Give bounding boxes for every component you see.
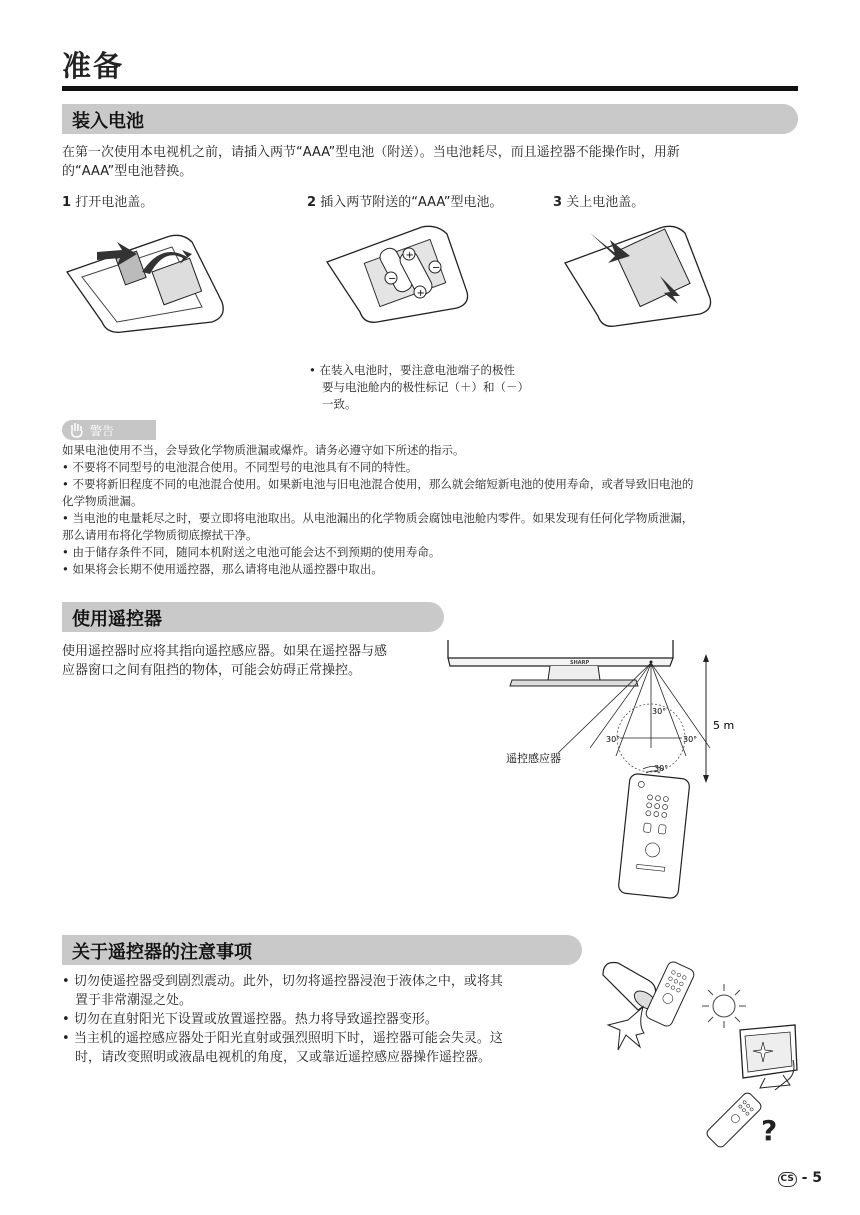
warning-line: • 如果将会长期不使用遥控器，那么请将电池从遥控器中取出。 — [62, 562, 383, 576]
open-cover-illustration — [62, 222, 232, 337]
warning-line: • 当电池的电量耗尽之时，要立即将电池取出。从电池漏出的化学物质会腐蚀电池舱内零件。如果发现有任何化学物质泄漏， — [62, 511, 694, 525]
language-badge: CS — [778, 1172, 797, 1187]
section-remote-use-header — [62, 602, 444, 632]
step-1 — [62, 193, 153, 212]
page-title: 准备 — [62, 49, 125, 83]
section-remote-use-heading: 使用遥控器 — [72, 609, 162, 630]
distance-label: 5 m — [713, 719, 735, 732]
angle-right-label: 30° — [683, 735, 698, 744]
warning-line: 如果电池使用不当，会导致化学物质泄漏或爆炸。请务必遵守如下所述的指示。 — [62, 443, 465, 457]
angle-top-label: 30° — [652, 707, 667, 716]
polarity-note-text1: 在装入电池时，要注意电池端子的极性 — [319, 363, 515, 377]
svg-text:−: − — [432, 262, 441, 274]
remote-care-list — [62, 972, 602, 1067]
remote-care-item: • 当主机的遥控感应器处于阳光直射或强烈照明下时，遥控器可能会失灵。这 时，请改变照明或液晶电视机的角度，又或靠近遥控感应器操作遥控器。 — [62, 1029, 602, 1067]
step-1-number: 1 — [62, 195, 72, 210]
insert-batteries-illustration — [322, 222, 472, 337]
svg-text:−: − — [388, 273, 397, 285]
remote-care-item3-line1: 当主机的遥控感应器处于阳光直射或强烈照明下时，遥控器可能会失灵。这 — [73, 1031, 503, 1046]
remote-care-item: • 切勿在直射阳光下设置或放置遥控器。热力将导致遥控器变形。 — [62, 1012, 438, 1027]
sunlight-tv-illustration — [705, 1020, 805, 1155]
battery-intro — [62, 143, 802, 181]
page-number — [778, 1170, 822, 1187]
step-3 — [553, 193, 644, 212]
polarity-note-text3: 一致。 — [322, 397, 357, 411]
liquid-caution-illustration — [598, 955, 708, 1055]
angle-left-label: 30° — [606, 735, 621, 744]
remote-care-item2-line1: 切勿在直射阳光下设置或放置遥控器。热力将导致遥控器变形。 — [73, 1012, 438, 1027]
polarity-note — [309, 362, 569, 413]
sensor-label: 遥控感应器 — [506, 752, 561, 765]
remote-control-icon — [618, 773, 690, 899]
step-3-number: 3 — [553, 195, 563, 210]
battery-intro-line2: 的“AAA”型电池替换。 — [62, 164, 193, 179]
page-number-text: - 5 — [801, 1170, 822, 1186]
remote-use-text — [62, 642, 452, 680]
section-remote-care-heading: 关于遥控器的注意事项 — [72, 942, 252, 963]
hand-warning-icon — [68, 422, 86, 438]
warning-badge — [62, 420, 156, 440]
remote-care-item1-line2: 置于非常潮湿之处。 — [75, 993, 193, 1008]
polarity-note-text2: 要与电池舱内的极性标记（＋）和（－） — [322, 380, 529, 394]
remote-care-item3-line2: 时，请改变照明或液晶电视机的角度，又或靠近遥控感应器操作遥控器。 — [75, 1050, 492, 1065]
remote-care-item: • 切勿使遥控器受到剧烈震动。此外，切勿将遥控器浸泡于液体之中，或将其 置于非常潮湿之处。 — [62, 972, 602, 1010]
question-mark-icon: ? — [761, 1114, 778, 1147]
section-battery-heading: 装入电池 — [72, 111, 144, 132]
step-2 — [307, 193, 502, 212]
section-remote-care-header — [62, 935, 582, 965]
remote-use-line1: 使用遥控器时应将其指向遥控感应器。如果在遥控器与感 — [62, 644, 388, 659]
angle-bottom-label: 30° — [654, 764, 669, 773]
warning-line: • 不要将新旧程度不同的电池混合使用。如果新电池与旧电池混合使用，那么就会缩短新电池的使用寿命，或者导致旧电池的 — [62, 477, 694, 491]
section-battery-header — [62, 104, 798, 134]
polarity-note-line1: • 在装入电池时，要注意电池端子的极性 — [309, 363, 515, 377]
svg-text:+: + — [405, 250, 414, 261]
warning-line: 化学物质泄漏。 — [62, 494, 143, 508]
warning-line: • 不要将不同型号的电池混合使用。不同型号的电池具有不同的特性。 — [62, 460, 418, 474]
battery-intro-line1: 在第一次使用本电视机之前，请插入两节“AAA”型电池（附送）。当电池耗尽，而且遥控器不能操作时，用新 — [62, 145, 680, 160]
step-1-text: 打开电池盖。 — [75, 195, 154, 210]
remote-range-diagram — [440, 636, 740, 901]
warning-line: 那么请用布将化学物质彻底擦拭干净。 — [62, 528, 258, 542]
warning-badge-label: 警告 — [90, 424, 115, 438]
step-2-number: 2 — [307, 195, 317, 210]
step-2-text: 插入两节附送的“AAA”型电池。 — [320, 195, 503, 210]
tv-brand-label: SHARP — [570, 660, 590, 666]
step-3-text: 关上电池盖。 — [566, 195, 645, 210]
remote-use-line2: 应器窗口之间有阻挡的物体，可能会妨碍正常操控。 — [62, 663, 362, 678]
title-rule — [62, 86, 798, 91]
svg-text:+: + — [416, 288, 425, 299]
remote-care-item1-line1: 切勿使遥控器受到剧烈震动。此外，切勿将遥控器浸泡于液体之中，或将其 — [73, 974, 503, 989]
close-cover-illustration — [560, 218, 720, 338]
warning-line: • 由于储存条件不同，随同本机附送之电池可能会达不到预期的使用寿命。 — [62, 545, 441, 559]
warning-list — [62, 442, 807, 578]
